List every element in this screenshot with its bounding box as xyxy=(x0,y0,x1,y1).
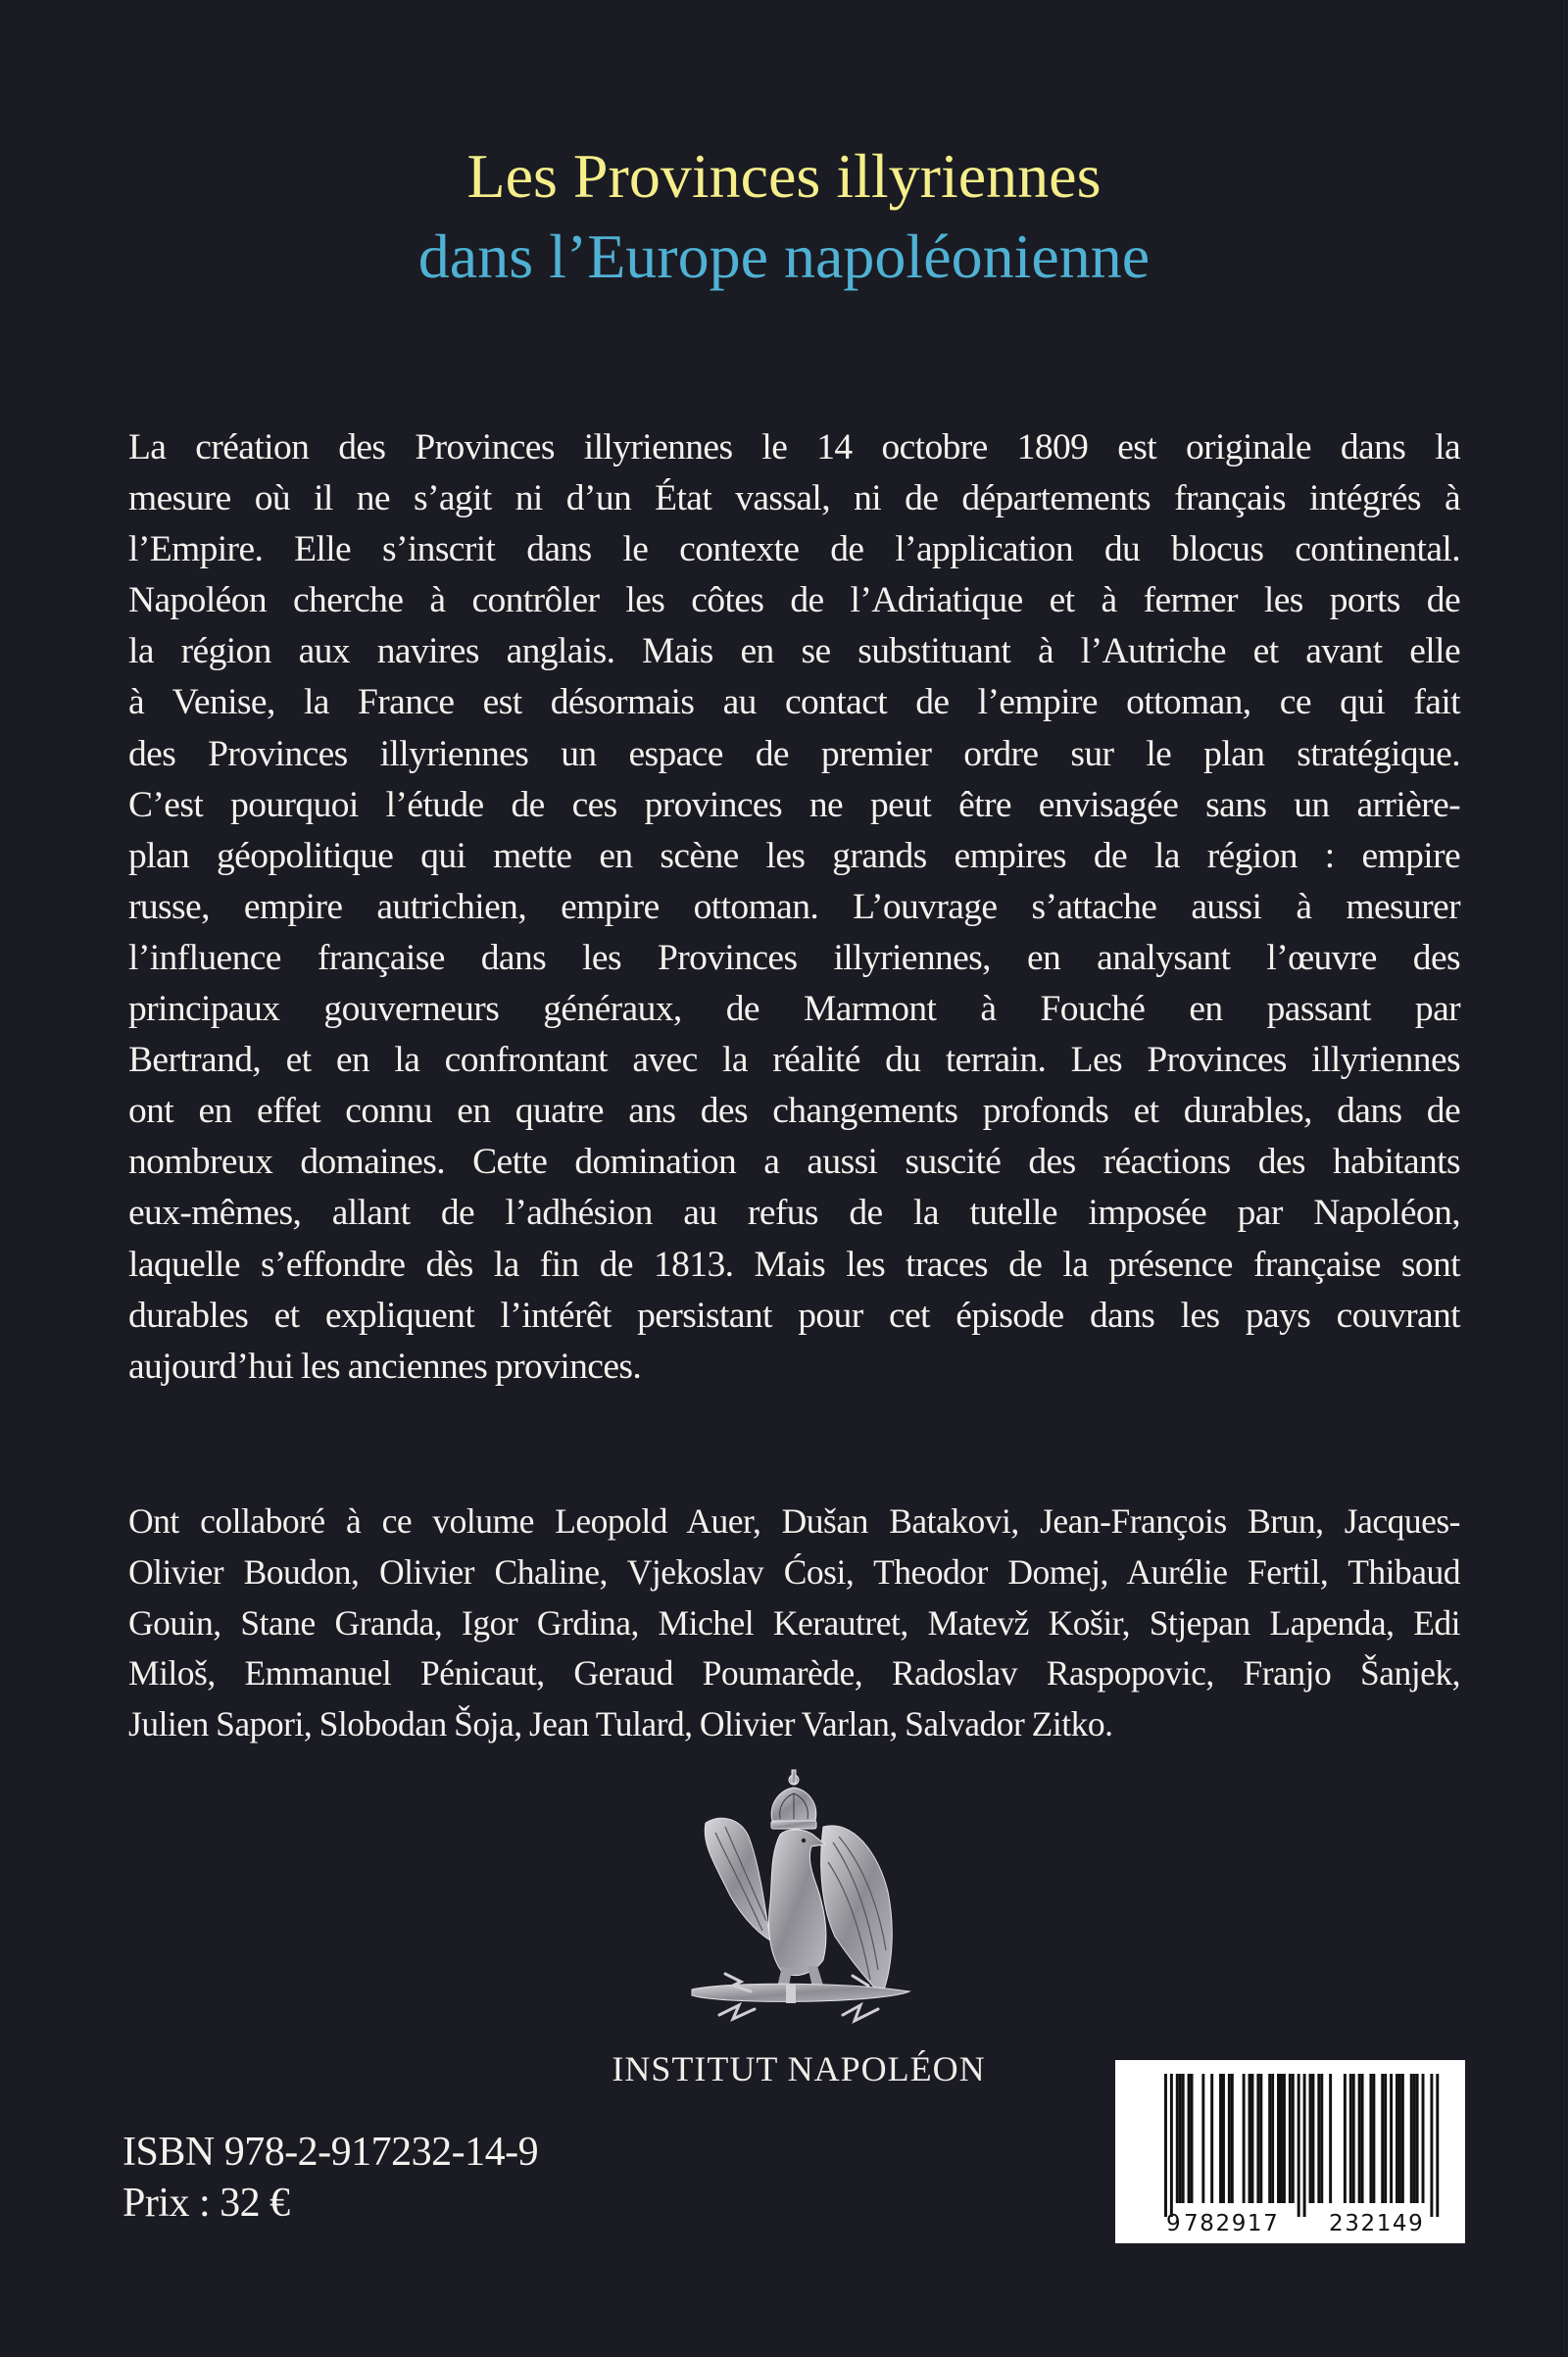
text-line: nombreux domaines. Cette domination a aussi suscité des réactions des habitants xyxy=(128,1142,1460,1183)
title-line-2: dans l’Europe napoléonienne xyxy=(417,221,1151,291)
text-line: Napoléon cherche à contrôler les côtes de l’Adriatique et à fermer les ports de xyxy=(128,580,1460,621)
contributors-paragraph xyxy=(128,1497,1460,1750)
barcode-left-digits: 782917 xyxy=(1184,2211,1280,2236)
text-line: La création des Provinces illyriennes le 14 octobre 1809 est originale dans la xyxy=(128,427,1460,467)
text-line: laquelle s’effondre dès la fin de 1813. Mais les traces de la présence française sont xyxy=(128,1244,1460,1285)
text-line: Bertrand, et en la confrontant avec la réalité du terrain. Les Provinces illyriennes xyxy=(128,1040,1460,1081)
text-line: aujourd’hui les anciennes provinces. xyxy=(128,1346,642,1387)
text-line: l’Empire. Elle s’inscrit dans le contexte de l’application du blocus continental. xyxy=(128,529,1460,570)
text-line: durables et expliquent l’intérêt persistant pour cet épisode dans les pays couvrant xyxy=(128,1295,1460,1336)
text-line: russe, empire autrichien, empire ottoman. L’ouvrage s’attache aussi à mesurer xyxy=(128,886,1460,927)
text-line: eux-mêmes, allant de l’adhésion au refus de la tutelle imposée par Napoléon, xyxy=(128,1193,1460,1234)
title-line-1: Les Provinces illyriennes xyxy=(466,141,1102,211)
cover-edge xyxy=(1561,0,1562,2357)
text-line: à Venise, la France est désormais au contact de l’empire ottoman, ce qui fait xyxy=(128,682,1460,723)
price-text: Prix : 32 € xyxy=(122,2181,290,2226)
isbn-text: ISBN 978-2-917232-14-9 xyxy=(122,2130,539,2175)
barcode-right-digits: 232149 xyxy=(1329,2211,1425,2236)
text-line: principaux gouverneurs généraux, de Marmont à Fouché en passant par xyxy=(128,989,1460,1030)
text-line: ont en effet connu en quatre ans des changements profonds et durables, dans de xyxy=(128,1091,1460,1132)
text-line: plan géopolitique qui mette en scène les grands empires de la région : empire xyxy=(128,835,1460,876)
text-line: Ont collaboré à ce volume Leopold Auer, Dušan Batakovi, Jean-François Brun, Jacques- xyxy=(128,1501,1460,1541)
text-line: la région aux navires anglais. Mais en se substituant à l’Autriche et avant elle xyxy=(128,631,1460,672)
isbn-barcode xyxy=(1115,2060,1465,2243)
text-line: des Provinces illyriennes un espace de premier ordre sur le plan stratégique. xyxy=(128,733,1460,774)
imperial-eagle-icon xyxy=(686,1764,913,2040)
summary-paragraph xyxy=(128,422,1460,1393)
publisher-name: INSTITUT NAPOLÉON xyxy=(612,2049,986,2088)
text-line: mesure où il ne s’agit ni d’un État vassal, ni de départements français intégrés à xyxy=(128,478,1460,519)
text-line: Gouin, Stane Granda, Igor Grdina, Michel Kerautret, Matevž Košir, Stjepan Lapenda, Edi xyxy=(128,1602,1460,1643)
text-line: C’est pourquoi l’étude de ces provinces ne peut être envisagée sans un arrière- xyxy=(128,784,1460,825)
text-line: Miloš, Emmanuel Pénicaut, Geraud Poumarède, Radoslav Raspopovic, Franjo Šanjek, xyxy=(128,1653,1460,1694)
text-line: Julien Sapori, Slobodan Šoja, Jean Tulard, Olivier Varlan, Salvador Zitko. xyxy=(128,1704,1113,1744)
text-line: l’influence française dans les Provinces illyriennes, en analysant l’œuvre des xyxy=(128,937,1460,978)
text-line: Olivier Boudon, Olivier Chaline, Vjekoslav Ćosi, Theodor Domej, Aurélie Fertil, Thibaud xyxy=(128,1551,1460,1592)
barcode-first-digit: 9 xyxy=(1166,2211,1181,2236)
